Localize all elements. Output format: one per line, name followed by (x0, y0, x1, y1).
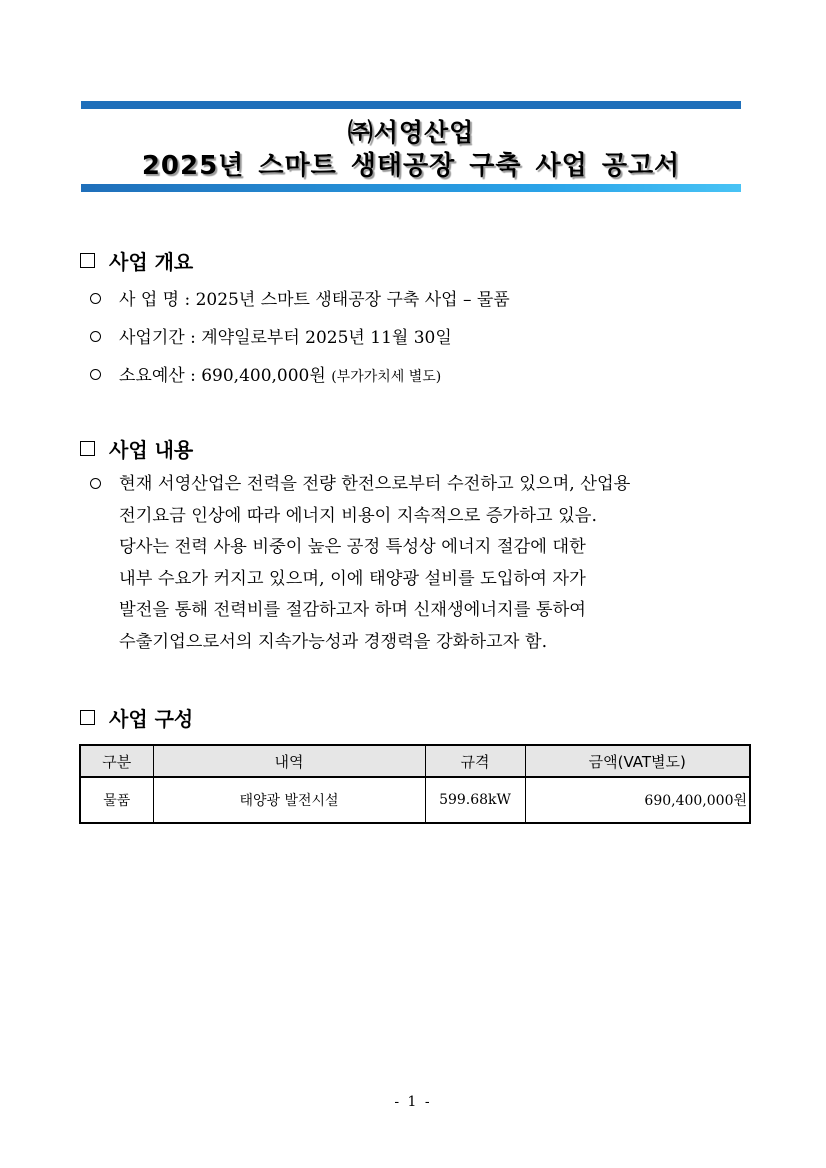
section-heading-content (80, 434, 193, 463)
paragraph-line: 내부 수요가 커지고 있으며, 이에 태양광 설비를 도입하여 자가 (119, 568, 586, 589)
content-paragraph (119, 469, 746, 659)
title-bottom-rule (81, 184, 741, 192)
table-cell: 물품 (80, 777, 153, 823)
circle-bullet-icon (90, 293, 101, 304)
company-title: ㈜서영산업 (347, 118, 475, 147)
table-cell: 690,400,000원 (525, 777, 750, 823)
table-header-row (80, 745, 750, 777)
square-icon (80, 441, 95, 456)
square-icon (80, 710, 95, 725)
section-heading-label: 사업 내용 (109, 438, 194, 462)
paragraph-line: 발전을 통해 전력비를 절감하고자 하며 신재생에너지를 통하여 (119, 600, 586, 621)
column-header: 금액(VAT별도) (525, 745, 750, 777)
budget-note: (부가가치세 별도) (331, 369, 442, 385)
overview-item-text: 사업기간 : 계약일로부터 2025년 11월 30일 (119, 328, 452, 348)
document-title: 2025년 스마트 생태공장 구축 사업 공고서 (141, 151, 681, 181)
paragraph-line: 당사는 전력 사용 비중이 높은 공정 특성상 에너지 절감에 대한 (119, 537, 586, 558)
section-heading-overview (80, 246, 193, 275)
table-cell: 태양광 발전시설 (153, 777, 425, 823)
circle-bullet-icon (90, 331, 101, 342)
paragraph-line: 현재 서영산업은 전력을 전량 한전으로부터 수전하고 있으며, 산업용 (119, 474, 631, 494)
column-header: 구분 (80, 745, 153, 777)
composition-table (79, 744, 751, 824)
title-top-rule (81, 101, 741, 109)
table-cell: 599.68kW (425, 777, 525, 823)
overview-item (90, 285, 510, 310)
overview-item (90, 361, 441, 386)
column-header: 내역 (153, 745, 425, 777)
page-number: - 1 - (394, 1094, 432, 1110)
overview-item (90, 323, 452, 348)
section-heading-label: 사업 개요 (109, 250, 194, 274)
overview-item-text: 소요예산 : 690,400,000원 (119, 366, 326, 386)
square-icon (80, 253, 95, 268)
paragraph-line: 전기요금 인상에 따라 에너지 비용이 지속적으로 증가하고 있음. (119, 505, 597, 526)
section-heading-label: 사업 구성 (109, 707, 194, 731)
circle-bullet-icon (90, 369, 101, 380)
table-row (80, 777, 750, 823)
overview-item-text: 사 업 명 : 2025년 스마트 생태공장 구축 사업 – 물품 (119, 290, 510, 310)
section-heading-composition (80, 703, 193, 732)
paragraph-line: 수출기업으로서의 지속가능성과 경쟁력을 강화하고자 함. (119, 631, 548, 652)
column-header: 규격 (425, 745, 525, 777)
circle-bullet-icon (90, 478, 101, 489)
